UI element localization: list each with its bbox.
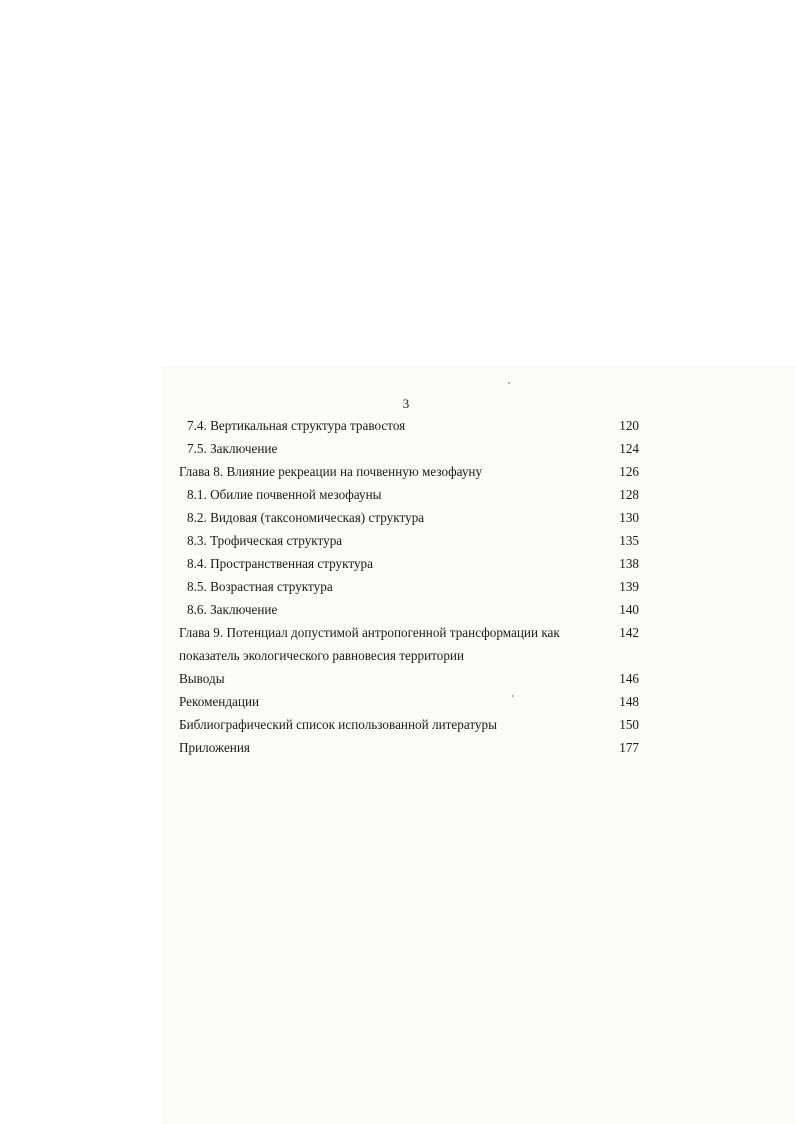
toc-entry-title: 8.1. Обилие почвенной мезофауны [187, 487, 382, 502]
toc-entry [179, 736, 639, 759]
toc-entry-page: 135 [619, 533, 639, 548]
toc-entry [179, 483, 639, 506]
toc-entry-title: Глава 9. Потенциал допустимой антропогенной трансформации как показатель экологического равновесия территории [179, 625, 560, 663]
toc-entry-title: 8.3. Трофическая структура [187, 533, 343, 548]
toc-entry-page: 120 [619, 418, 639, 433]
toc-entry [179, 437, 639, 460]
toc-entry [179, 575, 639, 598]
toc-entry-page: 126 [619, 464, 639, 479]
scan-speck [508, 382, 510, 384]
toc-entry-page: 150 [619, 717, 639, 732]
toc-entry [179, 552, 639, 575]
toc-entry [179, 690, 639, 713]
toc-entry-title: Приложения [179, 740, 250, 755]
toc-entry [179, 621, 639, 667]
toc-entry [179, 713, 639, 736]
toc-entry-title: 8.6. Заключение [187, 602, 278, 617]
toc-entry-title: Глава 8. Влияние рекреации на почвенную мезофауну [179, 464, 483, 479]
toc-entry-title: 8.5. Возрастная структура [187, 579, 333, 594]
page-number: 3 [402, 396, 410, 411]
toc-entry-title: Выводы [179, 671, 225, 686]
toc-entry-title: Рекомендации [179, 694, 260, 709]
toc-entry-page: 140 [619, 602, 639, 617]
toc-entry-page: 130 [619, 510, 639, 525]
toc-entry-title: 7.4. Вертикальная структура травостоя [187, 418, 406, 433]
toc-entry-page: 128 [619, 487, 639, 502]
toc-entry-page: 124 [619, 441, 639, 456]
toc-entry-page: 138 [619, 556, 639, 571]
toc-entry [179, 506, 639, 529]
toc-entry-page: 142 [619, 625, 639, 640]
toc-entry [179, 414, 639, 437]
toc-entry-page: 177 [619, 740, 639, 755]
toc-entry [179, 529, 639, 552]
toc-entry-title: 7.5. Заключение [187, 441, 278, 456]
toc-entry-page: 139 [619, 579, 639, 594]
toc-entry-title: Библиографический список использованной литературы [179, 717, 497, 732]
toc-entry [179, 667, 639, 690]
toc-entry [179, 598, 639, 621]
toc-entry [179, 460, 639, 483]
toc-entry-title: 8.2. Видовая (таксономическая) структура [187, 510, 425, 525]
toc-entry-title: 8.4. Пространственная структура [187, 556, 374, 571]
toc-entry-page: 146 [619, 671, 639, 686]
toc-entry-page: 148 [619, 694, 639, 709]
table-of-contents [179, 414, 639, 759]
